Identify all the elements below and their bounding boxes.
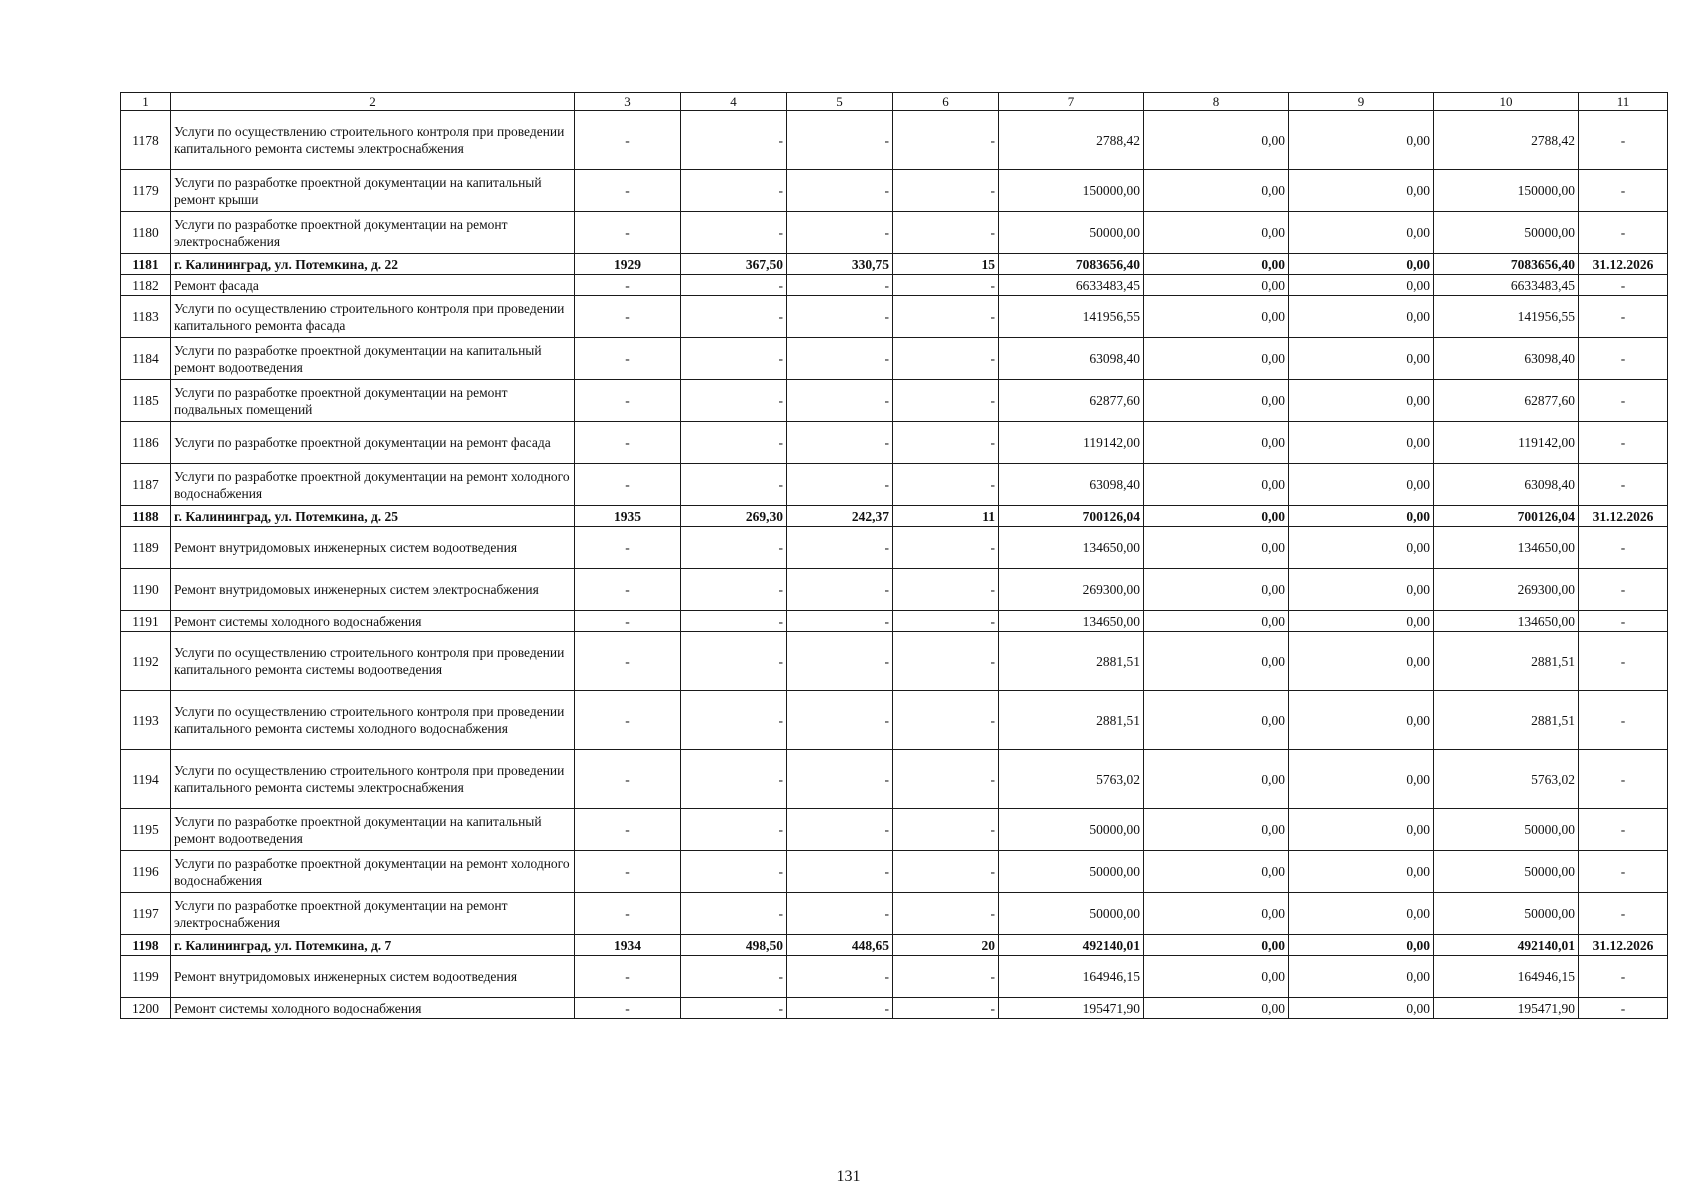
residents-cell: - [893,809,999,851]
work-description: Услуги по разработке проектной документации на ремонт фасада [171,422,575,464]
deadline-cell: - [1579,569,1668,611]
fund-cost-cell: 0,00 [1144,691,1289,750]
work-description: Услуги по разработке проектной документации на ремонт электроснабжения [171,212,575,254]
deadline-cell: - [1579,998,1668,1019]
fund-cost-cell: 0,00 [1144,464,1289,506]
total-area-cell: - [681,170,787,212]
build-year-cell: - [575,893,681,935]
total-area-cell: - [681,275,787,296]
living-area-cell: 242,37 [787,506,893,527]
residents-cell: - [893,691,999,750]
deadline-cell: - [1579,691,1668,750]
fund-cost-cell: 0,00 [1144,111,1289,170]
total-cost-cell: 119142,00 [999,422,1144,464]
residents-cell: - [893,893,999,935]
total-cost-cell: 164946,15 [999,956,1144,998]
deadline-cell: - [1579,527,1668,569]
row-number: 1178 [121,111,171,170]
work-description: Услуги по разработке проектной документации на ремонт подвальных помещений [171,380,575,422]
work-description: Услуги по разработке проектной документации на ремонт холодного водоснабжения [171,851,575,893]
owners-cost-cell: 269300,00 [1434,569,1579,611]
deadline-cell: - [1579,809,1668,851]
other-cost-cell: 0,00 [1289,506,1434,527]
work-description: Ремонт системы холодного водоснабжения [171,998,575,1019]
work-description: Услуги по осуществлению строительного контроля при проведении капитального ремонта системы электроснабжения [171,750,575,809]
row-number: 1183 [121,296,171,338]
living-area-cell: - [787,464,893,506]
living-area-cell: 448,65 [787,935,893,956]
total-area-cell: - [681,998,787,1019]
residents-cell: - [893,611,999,632]
other-cost-cell: 0,00 [1289,632,1434,691]
header-cell: 10 [1434,93,1579,111]
total-cost-cell: 195471,90 [999,998,1144,1019]
work-description: Ремонт системы холодного водоснабжения [171,611,575,632]
work-description: Услуги по разработке проектной документации на капитальный ремонт водоотведения [171,809,575,851]
row-number: 1197 [121,893,171,935]
build-year-cell: 1935 [575,506,681,527]
work-description: Ремонт внутридомовых инженерных систем водоотведения [171,527,575,569]
table-row [121,611,1668,632]
total-cost-cell: 700126,04 [999,506,1144,527]
row-number: 1191 [121,611,171,632]
total-area-cell: - [681,212,787,254]
fund-cost-cell: 0,00 [1144,296,1289,338]
residents-cell: 15 [893,254,999,275]
row-number: 1200 [121,998,171,1019]
header-cell: 4 [681,93,787,111]
residents-cell: - [893,170,999,212]
total-cost-cell: 50000,00 [999,809,1144,851]
total-cost-cell: 269300,00 [999,569,1144,611]
total-cost-cell: 50000,00 [999,851,1144,893]
row-number: 1195 [121,809,171,851]
address-row [121,506,1668,527]
work-description: Услуги по разработке проектной документации на ремонт электроснабжения [171,893,575,935]
living-area-cell: - [787,632,893,691]
owners-cost-cell: 2788,42 [1434,111,1579,170]
fund-cost-cell: 0,00 [1144,527,1289,569]
residents-cell: - [893,632,999,691]
owners-cost-cell: 50000,00 [1434,212,1579,254]
living-area-cell: - [787,338,893,380]
total-area-cell: - [681,111,787,170]
living-area-cell: - [787,275,893,296]
residents-cell: - [893,750,999,809]
owners-cost-cell: 2881,51 [1434,691,1579,750]
total-area-cell: - [681,956,787,998]
other-cost-cell: 0,00 [1289,111,1434,170]
fund-cost-cell: 0,00 [1144,212,1289,254]
total-cost-cell: 7083656,40 [999,254,1144,275]
table-row [121,750,1668,809]
build-year-cell: - [575,464,681,506]
living-area-cell: - [787,691,893,750]
owners-cost-cell: 119142,00 [1434,422,1579,464]
fund-cost-cell: 0,00 [1144,380,1289,422]
living-area-cell: - [787,893,893,935]
other-cost-cell: 0,00 [1289,170,1434,212]
fund-cost-cell: 0,00 [1144,893,1289,935]
other-cost-cell: 0,00 [1289,338,1434,380]
owners-cost-cell: 50000,00 [1434,851,1579,893]
living-area-cell: - [787,809,893,851]
owners-cost-cell: 164946,15 [1434,956,1579,998]
row-number: 1186 [121,422,171,464]
build-year-cell: - [575,632,681,691]
work-description: г. Калининград, ул. Потемкина, д. 7 [171,935,575,956]
total-cost-cell: 50000,00 [999,893,1144,935]
work-description: Ремонт фасада [171,275,575,296]
other-cost-cell: 0,00 [1289,893,1434,935]
header-cell: 9 [1289,93,1434,111]
residents-cell: - [893,569,999,611]
fund-cost-cell: 0,00 [1144,275,1289,296]
work-description: Услуги по осуществлению строительного контроля при проведении капитального ремонта фасада [171,296,575,338]
total-area-cell: - [681,296,787,338]
deadline-cell: - [1579,464,1668,506]
total-cost-cell: 141956,55 [999,296,1144,338]
total-area-cell: - [681,380,787,422]
deadline-cell: 31.12.2026 [1579,506,1668,527]
total-cost-cell: 2788,42 [999,111,1144,170]
other-cost-cell: 0,00 [1289,809,1434,851]
work-description: Услуги по разработке проектной документации на ремонт холодного водоснабжения [171,464,575,506]
build-year-cell: - [575,170,681,212]
total-area-cell: - [681,632,787,691]
row-number: 1192 [121,632,171,691]
fund-cost-cell: 0,00 [1144,632,1289,691]
table-row [121,111,1668,170]
row-number: 1187 [121,464,171,506]
table-row [121,212,1668,254]
row-number: 1198 [121,935,171,956]
table-row [121,809,1668,851]
capital-repair-table [120,92,1668,1019]
living-area-cell: - [787,611,893,632]
row-number: 1185 [121,380,171,422]
living-area-cell: - [787,296,893,338]
build-year-cell: - [575,998,681,1019]
build-year-cell: - [575,809,681,851]
header-cell: 8 [1144,93,1289,111]
page-number: 131 [836,1168,861,1185]
total-cost-cell: 6633483,45 [999,275,1144,296]
owners-cost-cell: 134650,00 [1434,611,1579,632]
other-cost-cell: 0,00 [1289,212,1434,254]
deadline-cell: 31.12.2026 [1579,935,1668,956]
fund-cost-cell: 0,00 [1144,422,1289,464]
other-cost-cell: 0,00 [1289,935,1434,956]
fund-cost-cell: 0,00 [1144,170,1289,212]
living-area-cell: - [787,380,893,422]
row-number: 1184 [121,338,171,380]
living-area-cell: - [787,851,893,893]
column-number-header-row [121,93,1668,111]
table-row [121,464,1668,506]
table-row [121,998,1668,1019]
residents-cell: - [893,296,999,338]
owners-cost-cell: 195471,90 [1434,998,1579,1019]
header-cell: 7 [999,93,1144,111]
build-year-cell: - [575,527,681,569]
table-row [121,380,1668,422]
build-year-cell: - [575,111,681,170]
fund-cost-cell: 0,00 [1144,611,1289,632]
residents-cell: - [893,527,999,569]
fund-cost-cell: 0,00 [1144,569,1289,611]
build-year-cell: - [575,750,681,809]
work-description: Ремонт внутридомовых инженерных систем электроснабжения [171,569,575,611]
header-cell: 3 [575,93,681,111]
build-year-cell: - [575,338,681,380]
total-area-cell: - [681,527,787,569]
row-number: 1199 [121,956,171,998]
total-area-cell: 269,30 [681,506,787,527]
deadline-cell: - [1579,632,1668,691]
other-cost-cell: 0,00 [1289,464,1434,506]
total-area-cell: - [681,338,787,380]
row-number: 1193 [121,691,171,750]
residents-cell: - [893,464,999,506]
build-year-cell: 1934 [575,935,681,956]
residents-cell: - [893,111,999,170]
total-area-cell: - [681,893,787,935]
deadline-cell: - [1579,296,1668,338]
total-area-cell: - [681,851,787,893]
total-cost-cell: 63098,40 [999,338,1144,380]
row-number: 1182 [121,275,171,296]
row-number: 1189 [121,527,171,569]
build-year-cell: 1929 [575,254,681,275]
total-area-cell: - [681,691,787,750]
deadline-cell: - [1579,338,1668,380]
row-number: 1181 [121,254,171,275]
total-cost-cell: 150000,00 [999,170,1144,212]
table-row [121,893,1668,935]
living-area-cell: - [787,111,893,170]
build-year-cell: - [575,212,681,254]
table-row [121,632,1668,691]
owners-cost-cell: 492140,01 [1434,935,1579,956]
owners-cost-cell: 134650,00 [1434,527,1579,569]
header-cell: 6 [893,93,999,111]
table-row [121,851,1668,893]
living-area-cell: - [787,998,893,1019]
other-cost-cell: 0,00 [1289,527,1434,569]
row-number: 1190 [121,569,171,611]
header-cell: 2 [171,93,575,111]
owners-cost-cell: 5763,02 [1434,750,1579,809]
total-cost-cell: 492140,01 [999,935,1144,956]
table-row [121,691,1668,750]
table-row [121,275,1668,296]
fund-cost-cell: 0,00 [1144,851,1289,893]
living-area-cell: - [787,956,893,998]
owners-cost-cell: 63098,40 [1434,338,1579,380]
table-row [121,338,1668,380]
residents-cell: 11 [893,506,999,527]
living-area-cell: - [787,212,893,254]
table-row [121,527,1668,569]
build-year-cell: - [575,296,681,338]
build-year-cell: - [575,569,681,611]
work-description: Услуги по разработке проектной документации на капитальный ремонт водоотведения [171,338,575,380]
residents-cell: - [893,422,999,464]
header-cell: 11 [1579,93,1668,111]
residents-cell: - [893,212,999,254]
total-cost-cell: 63098,40 [999,464,1144,506]
fund-cost-cell: 0,00 [1144,338,1289,380]
deadline-cell: - [1579,422,1668,464]
build-year-cell: - [575,275,681,296]
total-area-cell: - [681,809,787,851]
owners-cost-cell: 150000,00 [1434,170,1579,212]
deadline-cell: - [1579,851,1668,893]
work-description: г. Калининград, ул. Потемкина, д. 22 [171,254,575,275]
table-row [121,422,1668,464]
total-area-cell: - [681,464,787,506]
work-description: Услуги по разработке проектной документации на капитальный ремонт крыши [171,170,575,212]
row-number: 1188 [121,506,171,527]
owners-cost-cell: 50000,00 [1434,893,1579,935]
build-year-cell: - [575,691,681,750]
other-cost-cell: 0,00 [1289,422,1434,464]
work-description: г. Калининград, ул. Потемкина, д. 25 [171,506,575,527]
residents-cell: - [893,275,999,296]
living-area-cell: - [787,170,893,212]
table-row [121,170,1668,212]
residents-cell: - [893,380,999,422]
residents-cell: - [893,998,999,1019]
table-body [121,93,1668,1019]
deadline-cell: - [1579,275,1668,296]
other-cost-cell: 0,00 [1289,691,1434,750]
work-description: Услуги по осуществлению строительного контроля при проведении капитального ремонта системы электроснабжения [171,111,575,170]
residents-cell: - [893,338,999,380]
work-description: Услуги по осуществлению строительного контроля при проведении капитального ремонта системы водоотведения [171,632,575,691]
deadline-cell: - [1579,111,1668,170]
living-area-cell: - [787,569,893,611]
total-cost-cell: 134650,00 [999,527,1144,569]
owners-cost-cell: 62877,60 [1434,380,1579,422]
deadline-cell: - [1579,611,1668,632]
other-cost-cell: 0,00 [1289,956,1434,998]
fund-cost-cell: 0,00 [1144,506,1289,527]
total-area-cell: - [681,569,787,611]
total-cost-cell: 2881,51 [999,691,1144,750]
other-cost-cell: 0,00 [1289,611,1434,632]
table-row [121,569,1668,611]
other-cost-cell: 0,00 [1289,296,1434,338]
header-cell: 1 [121,93,171,111]
other-cost-cell: 0,00 [1289,851,1434,893]
deadline-cell: - [1579,170,1668,212]
work-description: Услуги по осуществлению строительного контроля при проведении капитального ремонта системы холодного водоснабжения [171,691,575,750]
build-year-cell: - [575,422,681,464]
total-cost-cell: 62877,60 [999,380,1144,422]
owners-cost-cell: 6633483,45 [1434,275,1579,296]
deadline-cell: - [1579,212,1668,254]
table-row [121,296,1668,338]
fund-cost-cell: 0,00 [1144,809,1289,851]
total-area-cell: - [681,750,787,809]
header-cell: 5 [787,93,893,111]
build-year-cell: - [575,956,681,998]
other-cost-cell: 0,00 [1289,998,1434,1019]
residents-cell: 20 [893,935,999,956]
row-number: 1194 [121,750,171,809]
row-number: 1196 [121,851,171,893]
other-cost-cell: 0,00 [1289,750,1434,809]
deadline-cell: 31.12.2026 [1579,254,1668,275]
other-cost-cell: 0,00 [1289,380,1434,422]
residents-cell: - [893,956,999,998]
address-row [121,935,1668,956]
owners-cost-cell: 50000,00 [1434,809,1579,851]
total-area-cell: 367,50 [681,254,787,275]
build-year-cell: - [575,380,681,422]
total-cost-cell: 50000,00 [999,212,1144,254]
row-number: 1179 [121,170,171,212]
fund-cost-cell: 0,00 [1144,935,1289,956]
fund-cost-cell: 0,00 [1144,956,1289,998]
total-cost-cell: 134650,00 [999,611,1144,632]
total-area-cell: - [681,611,787,632]
other-cost-cell: 0,00 [1289,254,1434,275]
owners-cost-cell: 2881,51 [1434,632,1579,691]
living-area-cell: 330,75 [787,254,893,275]
table-row [121,956,1668,998]
fund-cost-cell: 0,00 [1144,254,1289,275]
fund-cost-cell: 0,00 [1144,998,1289,1019]
fund-cost-cell: 0,00 [1144,750,1289,809]
owners-cost-cell: 63098,40 [1434,464,1579,506]
total-area-cell: 498,50 [681,935,787,956]
deadline-cell: - [1579,956,1668,998]
build-year-cell: - [575,611,681,632]
total-cost-cell: 2881,51 [999,632,1144,691]
owners-cost-cell: 141956,55 [1434,296,1579,338]
deadline-cell: - [1579,750,1668,809]
build-year-cell: - [575,851,681,893]
total-cost-cell: 5763,02 [999,750,1144,809]
living-area-cell: - [787,422,893,464]
deadline-cell: - [1579,380,1668,422]
total-area-cell: - [681,422,787,464]
other-cost-cell: 0,00 [1289,275,1434,296]
row-number: 1180 [121,212,171,254]
other-cost-cell: 0,00 [1289,569,1434,611]
address-row [121,254,1668,275]
residents-cell: - [893,851,999,893]
deadline-cell: - [1579,893,1668,935]
owners-cost-cell: 700126,04 [1434,506,1579,527]
living-area-cell: - [787,750,893,809]
work-description: Ремонт внутридомовых инженерных систем водоотведения [171,956,575,998]
owners-cost-cell: 7083656,40 [1434,254,1579,275]
living-area-cell: - [787,527,893,569]
